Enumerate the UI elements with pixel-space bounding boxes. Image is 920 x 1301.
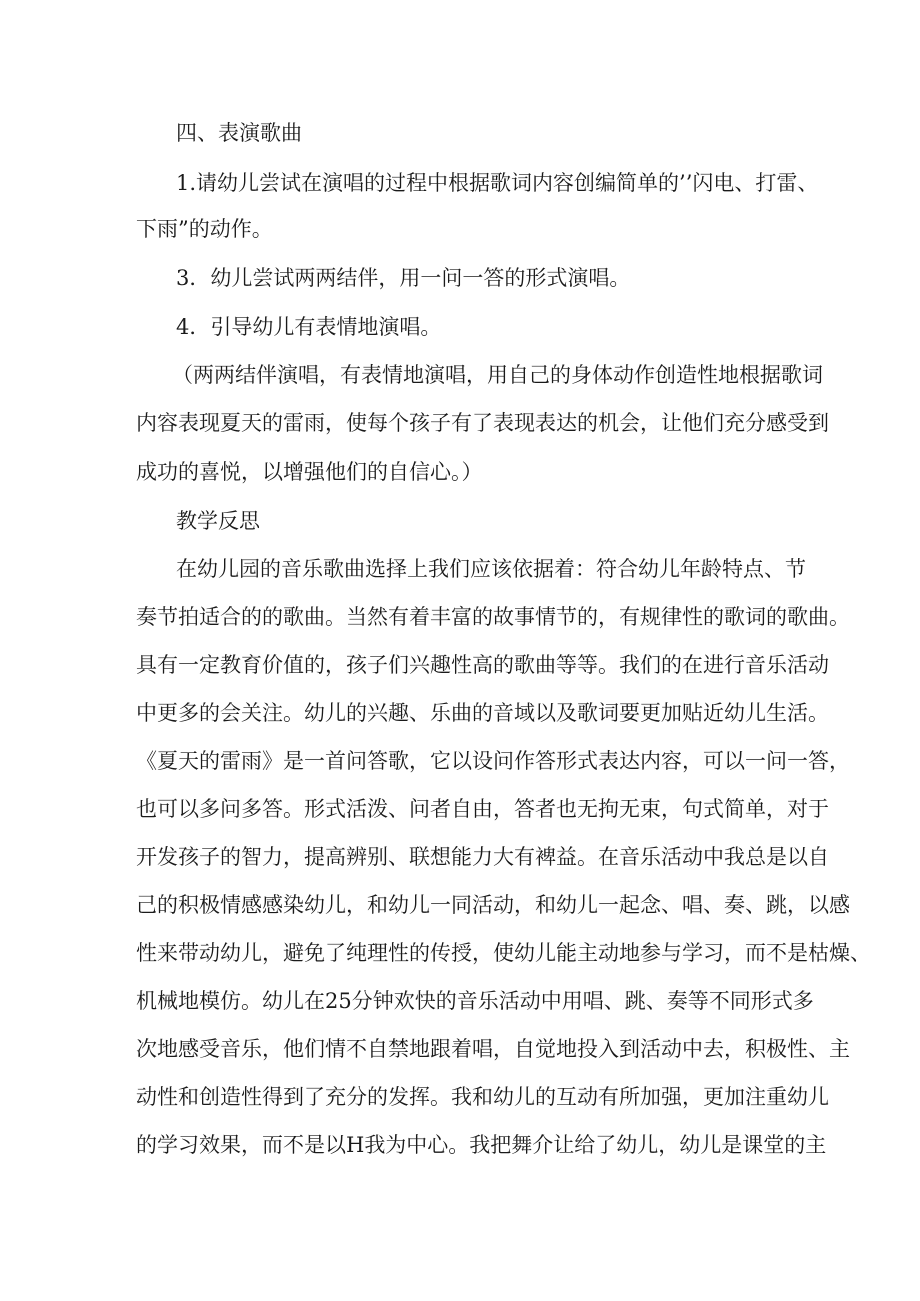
note-line-2: 内容表现夏天的雷雨，使每个孩子有了表现表达的机会，让他们充分感受到 bbox=[136, 411, 829, 435]
reflection-heading: 教学反思 bbox=[176, 509, 260, 533]
reflection-line: 在幼儿园的音乐歌曲选择上我们应该依据着：符合幼儿年龄特点、节 bbox=[176, 557, 806, 581]
reflection-line: 具有一定教育价值的，孩子们兴趣性高的歌曲等等。我们的在进行音乐活动 bbox=[136, 653, 829, 677]
step-one-line-2: 下雨”的动作。 bbox=[136, 217, 273, 241]
note-line-3: 成功的喜悦，以增强他们的自信心。） bbox=[136, 460, 483, 484]
reflection-line: 《夏天的雷雨》是一首问答歌，它以设问作答形式表达内容，可以一问一答， bbox=[136, 749, 850, 773]
reflection-line: 中更多的会关注。幼儿的兴趣、乐曲的音域以及歌词要更加贴近幼儿生活。 bbox=[136, 701, 829, 725]
reflection-line: 也可以多问多答。形式活泼、问者自由，答者也无拘无束，句式简单，对于 bbox=[136, 797, 829, 821]
reflection-line: 机械地模仿。幼儿在25分钟欢快的音乐活动中用唱、跳、奏等不同形式多 bbox=[136, 989, 814, 1013]
step-three: 3．幼儿尝试两两结伴，用一问一答的形式演唱。 bbox=[176, 266, 631, 290]
step-four: 4．引导幼儿有表情地演唱。 bbox=[176, 315, 442, 339]
reflection-line: 次地感受音乐，他们情不自禁地跟着唱，自觉地投入到活动中去，积极性、主 bbox=[136, 1037, 850, 1061]
reflection-line: 己的积极情感感染幼儿，和幼儿一同活动，和幼儿一起念、唱、奏、跳，以感 bbox=[136, 893, 850, 917]
reflection-line: 的学习效果，而不是以H我为中心。我把舞介让给了幼儿，幼儿是课堂的主 bbox=[136, 1133, 827, 1157]
section-heading: 四、表演歌曲 bbox=[176, 121, 302, 145]
note-line-1: （两两结伴演唱，有表情地演唱，用自己的身体动作创造性地根据歌词 bbox=[172, 363, 823, 387]
step-one-line-1: 1.请幼儿尝试在演唱的过程中根据歌词内容创编简单的’’闪电、打雷、 bbox=[176, 171, 819, 195]
reflection-line: 性来带动幼儿，避免了纯理性的传授，使幼儿能主动地参与学习，而不是枯燥、 bbox=[136, 941, 871, 965]
reflection-line: 奏节拍适合的的歌曲。当然有着丰富的故事情节的，有规律性的歌词的歌曲。 bbox=[136, 605, 850, 629]
reflection-line: 开发孩子的智力，提高辨别、联想能力大有裨益。在音乐活动中我总是以自 bbox=[136, 845, 829, 869]
reflection-line: 动性和创造性得到了充分的发挥。我和幼儿的互动有所加强，更加注重幼儿 bbox=[136, 1085, 829, 1109]
